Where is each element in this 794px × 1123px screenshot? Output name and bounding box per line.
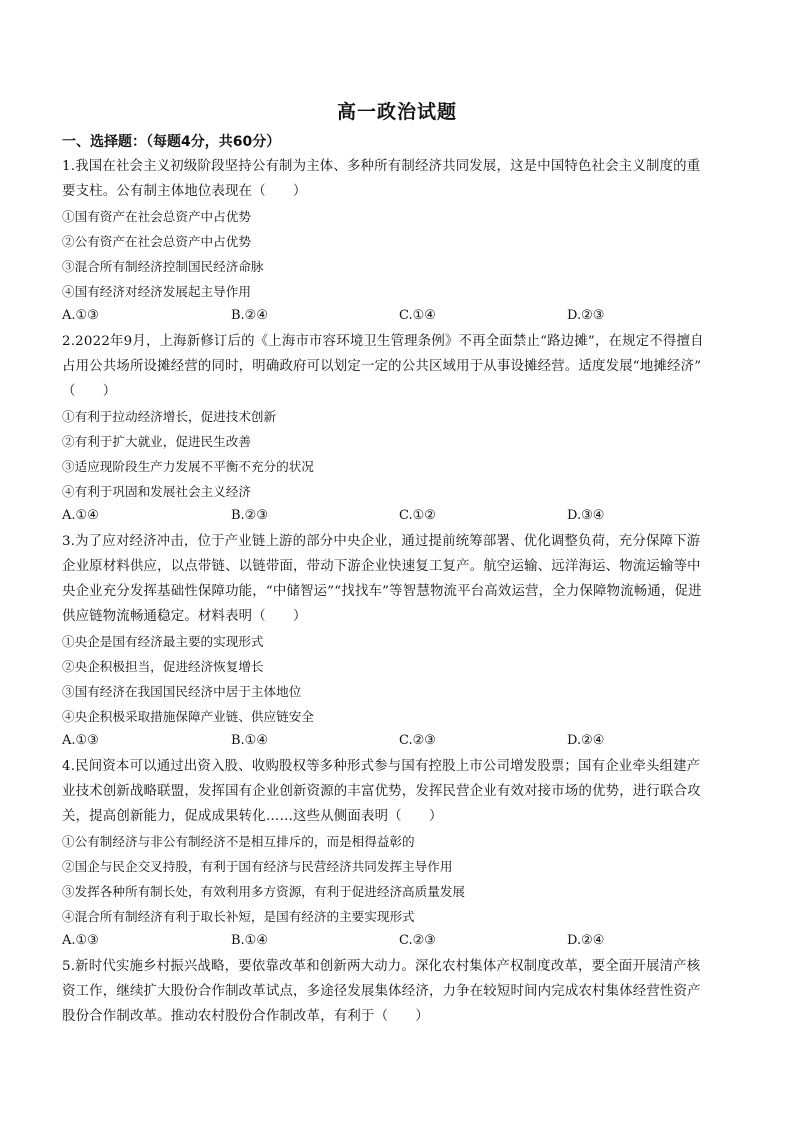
question-1-option-1: ①国有资产在社会总资产中占优势 [62, 209, 251, 224]
question-2-choices [62, 508, 742, 526]
choice-d: D.③④ [567, 508, 605, 523]
page-title: 高一政治试题 [336, 101, 457, 123]
question-5-stem-line-2: 资工作，继续扩大股份合作制改革试点，多途径发展集体经济，力争在较短时间内完成农村集体经营性资产 [62, 984, 701, 999]
question-2-option-1: ①有利于拉动经济增长，促进技术创新 [62, 409, 277, 424]
choice-a: A.①③ [62, 308, 99, 323]
question-2-stem-line-3: （ ） [62, 384, 117, 399]
question-2-stem-line-1: 2.2022年9月，上海新修订后的《上海市市容环境卫生管理条例》不再全面禁止“路边摊”，在规定不得擅自 [62, 334, 704, 349]
question-4-option-1: ①公有制经济与非公有制经济不是相互排斥的，而是相得益彰的 [62, 834, 415, 849]
question-1-option-2: ②公有资产在社会总资产中占优势 [62, 234, 251, 249]
question-2-stem-line-2: 占用公共场所设摊经营的同时，明确政府可以划定一定的公共区域用于从事设摊经营。适度发展“地摊经济” [62, 359, 702, 374]
question-3-option-4: ④央企积极采取措施保障产业链、供应链安全 [62, 709, 314, 724]
choice-d: D.②④ [567, 933, 605, 948]
question-5-stem-line-1: 5.新时代实施乡村振兴战略，要依靠改革和创新两大动力。深化农村集体产权制度改革，要全面开展清产核 [62, 959, 701, 974]
choice-c: C.②③ [399, 933, 436, 948]
choice-a: A.①④ [62, 508, 99, 523]
choice-c: C.①④ [399, 308, 436, 323]
question-1-choices [62, 308, 742, 326]
question-1-stem-line-2: 要支柱。公有制主体地位表现在（ ） [62, 184, 307, 199]
question-1-option-3: ③混合所有制经济控制国民经济命脉 [62, 259, 264, 274]
question-1-stem-line-1: 1.我国在社会主义初级阶段坚持公有制为主体、多种所有制经济共同发展，这是中国特色社会主义制度的重 [62, 159, 701, 174]
question-4-stem-line-1: 4.民间资本可以通过出资入股、收购股权等多种形式参与国有控股上市公司增发股票；国有企业牵头组建产 [62, 759, 701, 774]
question-3-stem-line-2: 企业原材料供应，以点带链、以链带面，带动下游企业快速复工复产。航空运输、远洋海运、物流运输等中 [62, 559, 701, 574]
question-4-option-2: ②国企与民企交叉持股，有利于国有经济与民营经济共同发挥主导作用 [62, 859, 453, 874]
choice-d: D.②④ [567, 733, 605, 748]
question-2-option-4: ④有利于巩固和发展社会主义经济 [62, 484, 251, 499]
question-4-option-3: ③发挥各种所有制长处，有效利用多方资源，有利于促进经济高质量发展 [62, 884, 465, 899]
question-4-stem-line-2: 业技术创新战略联盟，发挥国有企业创新资源的丰富优势，发挥民营企业有效对接市场的优势，进行联合攻 [62, 784, 701, 799]
choice-c: C.①② [399, 508, 436, 523]
question-4-stem-line-3: 关，提高创新能力，促成成果转化……这些从侧面表明（ ） [62, 809, 443, 824]
question-3-choices [62, 733, 742, 751]
question-5-stem-line-3: 股份合作制改革。推动农村股份合作制改革，有利于（ ） [62, 1009, 429, 1024]
question-2-option-3: ③适应现阶段生产力发展不平衡不充分的状况 [62, 459, 314, 474]
question-2-option-2: ②有利于扩大就业，促进民生改善 [62, 434, 251, 449]
question-3-option-1: ①央企是国有经济最主要的实现形式 [62, 634, 264, 649]
question-3-stem-line-4: 供应链物流畅通稳定。材料表明（ ） [62, 609, 307, 624]
choice-b: B.①④ [231, 733, 268, 748]
question-3-stem-line-3: 央企业充分发挥基础性保障功能，“中储智运”“找找车”等智慧物流平台高效运营，全力保障物流畅通，促进 [62, 584, 702, 599]
question-4-option-4: ④混合所有制经济有利于取长补短，是国有经济的主要实现形式 [62, 909, 415, 924]
choice-b: B.②④ [231, 308, 268, 323]
choice-a: A.①③ [62, 933, 99, 948]
question-3-stem-line-1: 3.为了应对经济冲击，位于产业链上游的部分中央企业，通过提前统筹部署、优化调整负荷，充分保障下游 [62, 534, 701, 549]
choice-b: B.②③ [231, 508, 268, 523]
choice-d: D.②③ [567, 308, 605, 323]
section-heading: 一、选择题：（每题4分，共60分） [62, 134, 281, 150]
choice-b: B.①④ [231, 933, 268, 948]
choice-a: A.①③ [62, 733, 99, 748]
question-4-choices [62, 933, 742, 951]
question-1-option-4: ④国有经济对经济发展起主导作用 [62, 284, 251, 299]
choice-c: C.②③ [399, 733, 436, 748]
question-3-option-3: ③国有经济在我国国民经济中居于主体地位 [62, 684, 302, 699]
question-3-option-2: ②央企积极担当，促进经济恢复增长 [62, 659, 264, 674]
